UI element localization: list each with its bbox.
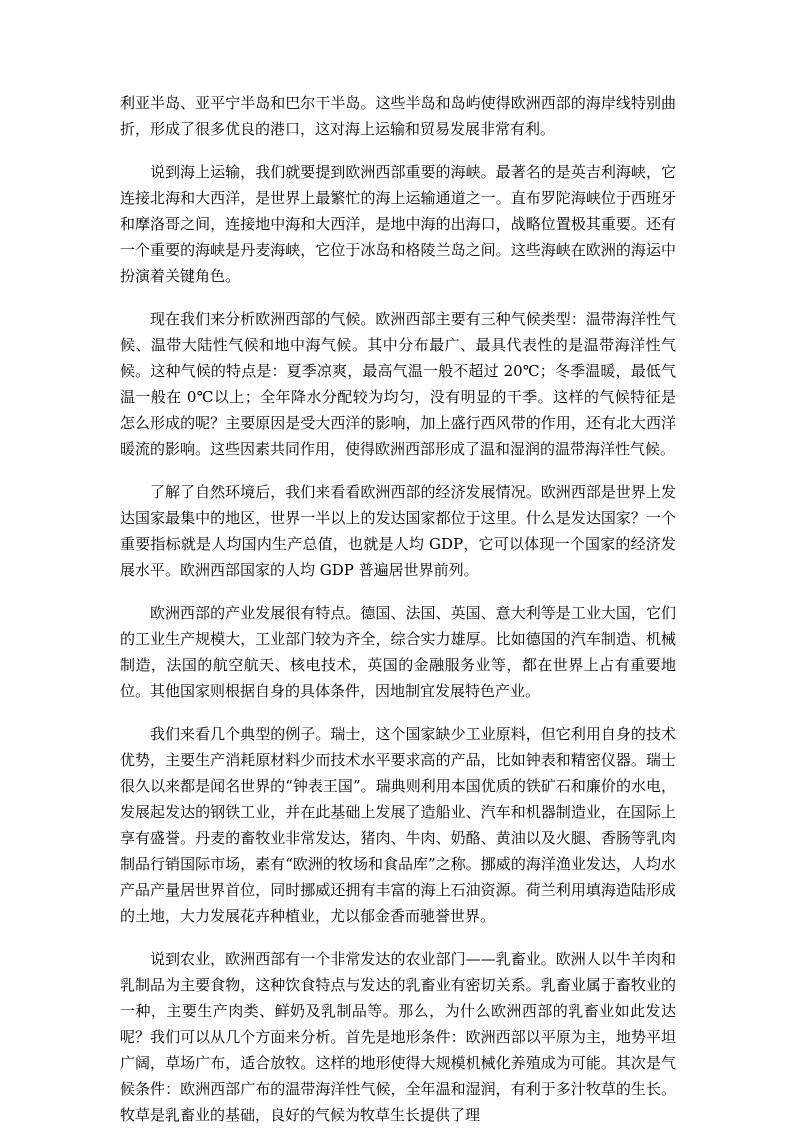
paragraph: 说到农业，欧洲西部有一个非常发达的农业部门——乳畜业。欧洲人以牛羊肉和乳制品为主要食物，这种饮食特点与发达的乳畜业有密切关系。乳畜业属于畜牧业的一种，主要生产肉类、鲜奶及乳制品等。那么，为什么欧洲西部的乳畜业如此发达呢？我们可以从几个方面来分析。首先是地形条件：欧洲西部以平原为主，地势平坦广阔，草场广布，适合放牧。这样的地形使得大规模机械化养殖成为可能。其次是气候条件：欧洲西部广布的温带海洋性气候，全年温和湿润，有利于多汁牧草的生长。牧草是乳畜业的基础，良好的气候为牧草生长提供了理 xyxy=(120,950,676,1124)
paragraph: 现在我们来分析欧洲西部的气候。欧洲西部主要有三种气候类型：温带海洋性气候、温带大陆性气候和地中海气候。其中分布最广、最具代表性的是温带海洋性气候。这种气候的特点是：夏季凉爽，最高气温一般不超过 20℃；冬季温暖，最低气温一般在 0℃以上；全年降水分配较为均匀，没有明显的干季。这样的气候特征是怎么形成的呢？主要原因是受大西洋的影响，加上盛行西风带的作用，还有北大西洋暖流的影响。这些因素共同作用，使得欧洲西部形成了温和湿润的温带海洋性气候。 xyxy=(120,310,676,458)
paragraph: 了解了自然环境后，我们来看看欧洲西部的经济发展情况。欧洲西部是世界上发达国家最集中的地区，世界一半以上的发达国家都位于这里。什么是发达国家？一个重要指标就是人均国内生产总值，也就是人均 GDP，它可以体现一个国家的经济发展水平。欧洲西部国家的人均 GDP 普遍居世界前列。 xyxy=(120,483,676,579)
document-body xyxy=(120,90,676,1145)
paragraph: 利亚半岛、亚平宁半岛和巴尔干半岛。这些半岛和岛屿使得欧洲西部的海岸线特别曲折，形成了很多优良的港口，这对海上运输和贸易发展非常有利。 xyxy=(120,94,676,138)
paragraph: 欧洲西部的产业发展很有特点。德国、法国、英国、意大利等是工业大国，它们的工业生产规模大，工业部门较为齐全，综合实力雄厚。比如德国的汽车制造、机械制造，法国的航空航天、核电技术，英国的金融服务业等，都在世界上占有重要地位。其他国家则根据自身的具体条件，因地制宜发展特色产业。 xyxy=(120,604,676,700)
paragraph: 说到海上运输，我们就要提到欧洲西部重要的海峡。最著名的是英吉利海峡，它连接北海和大西洋，是世界上最繁忙的海上运输通道之一。直布罗陀海峡位于西班牙和摩洛哥之间，连接地中海和大西洋，是地中海的出海口，战略位置极其重要。还有一个重要的海峡是丹麦海峡，它位于冰岛和格陵兰岛之间。这些海峡在欧洲的海运中扮演着关键角色。 xyxy=(120,163,676,285)
paragraph: 我们来看几个典型的例子。瑞士，这个国家缺少工业原料，但它利用自身的技术优势，主要生产消耗原材料少而技术水平要求高的产品，比如钟表和精密仪器。瑞士很久以来都是闻名世界的“钟表王国”。瑞典则利用本国优质的铁矿石和廉价的水电，发展起发达的钢铁工业，并在此基础上发展了造船业、汽车和机器制造业，在国际上享有盛誉。丹麦的畜牧业非常发达，猪肉、牛肉、奶酪、黄油以及火腿、香肠等乳肉制品行销国际市场，素有“欧洲的牧场和食品库”之称。挪威的海洋渔业发达，人均水产品产量居世界首位，同时挪威还拥有丰富的海上石油资源。荷兰利用填海造陆形成的土地，大力发展花卉种植业，尤以郁金香而驰誉世界。 xyxy=(120,725,676,925)
